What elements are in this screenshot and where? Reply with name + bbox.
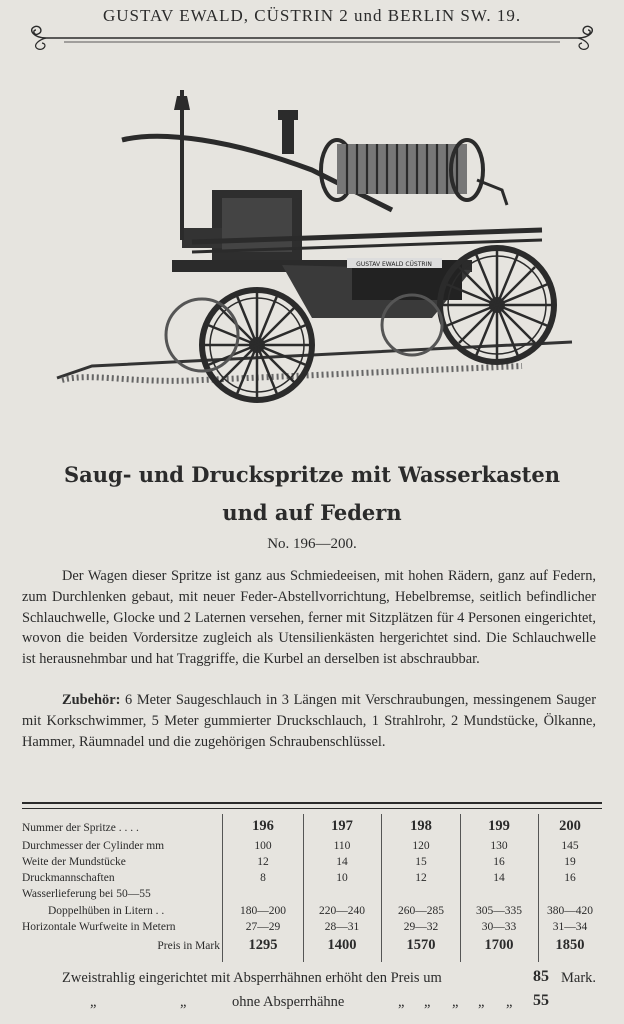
table-cell: 12 [257,856,269,868]
table-cell: 145 [561,840,579,852]
specifications-table [22,810,602,960]
table-cell: 200 [559,818,581,834]
table-cell: 100 [254,840,272,852]
footer-line2-text: ohne Absperrhähne [232,994,345,1010]
table-cell: 8 [260,872,266,884]
table-cell: 29—32 [403,921,439,933]
back-wheel [440,248,554,362]
svg-text:GUSTAV EWALD CÜSTRIN: GUSTAV EWALD CÜSTRIN [356,261,432,268]
ditto-mark: „ [424,994,431,1010]
row-label-double-strokes: Doppelhüben in Litern . . [48,905,165,917]
hose-reel [321,140,507,205]
header-ornament [24,24,600,52]
accessories-text: 6 Meter Saugeschlauch in 3 Längen mit Verschraubungen, messingenem Sauger mit Korkschwimmer, 5 Meter gummierter Druckschlauch, 1 Strahlrohr, 2 Mundstücke, Ölkanne, Hammer, Räumnadel und die zugehörigen Schraubenschlüssel. [22,692,596,750]
table-cell: 120 [412,840,430,852]
description-paragraph: Der Wagen dieser Spritze ist ganz aus Schmiedeeisen, mit hohen Rädern, ganz auf Federn, zum Durchlenken gebaut, mit neuer Feder-Abstellvorrichtung, Hebelbremse, seitlich befindlicher Schlauchwelle, Glocke und 2 Laternen versehen, ferner mit Sitzplätzen für 4 Personen eingerichtet, wovon die beiden Vordersitze zugleich als Utensilienkästen hergerichtet sind. Die Schlauchwelle ist herausnehmbar und hat Traggriffe, die Kurbel an derselben ist abschraubbar. [22,568,596,668]
table-cell: 1400 [327,937,357,953]
engine-plate [347,258,442,268]
footer-amount-55: 55 [533,992,549,1009]
table-cell: 30—33 [481,921,517,933]
table-cell: 180—200 [240,905,286,917]
footer-line1-amount [533,968,549,986]
table-cell: 1570 [406,937,436,953]
table-cell: 198 [410,818,432,834]
table-cell: 110 [333,840,351,852]
model-numbers: No. 196—200. [267,536,357,552]
table-cell: 14 [336,856,348,868]
row-label-price: Preis in Mark [157,940,220,952]
ditto-mark: „ [506,994,513,1010]
table-cell: 27—29 [245,921,281,933]
table-cell: 220—240 [319,905,365,917]
row-label-cylinder: Durchmesser der Cylinder mm [22,840,165,852]
table-top-rule [22,802,602,804]
ditto-mark: „ [398,994,405,1010]
table-cell: 16 [564,872,576,884]
table-cell: 14 [493,872,505,884]
table-cell: 1700 [484,937,514,953]
table-cell: 15 [415,856,427,868]
footer-line1-unit: Mark. [561,970,597,986]
table-cell: 130 [490,840,508,852]
ditto-mark: „ [90,994,97,1010]
row-label-nozzle: Weite der Mundstücke [22,856,126,868]
table-cell: 10 [336,872,348,884]
table-cell: 16 [493,856,505,868]
table-cell: 1850 [555,937,585,953]
table-cell: 196 [252,818,274,834]
front-wheel [202,290,312,400]
ditto-mark: „ [478,994,485,1010]
table-cell: 19 [564,856,576,868]
footer-line1-text: Zweistrahlig eingerichtet mit Absperrhähnen erhöht den Preis um [62,970,442,986]
product-title-line2: und auf Federn [222,500,402,525]
accessories-label: Zubehör: [62,692,121,708]
column-divider [222,814,223,962]
table-cell: 31—34 [552,921,588,933]
ditto-mark: „ [452,994,459,1010]
table-cell: 380—420 [547,905,593,917]
ditto-mark: „ [180,994,187,1010]
fire-engine-engraving [52,80,582,410]
row-label-number: Nummer der Spritze . . . . [22,822,139,834]
table-cell: 305—335 [476,905,522,917]
footer-amount-85: 85 [533,968,549,985]
table-cell: 260—285 [398,905,444,917]
table-cell: 1295 [248,937,278,953]
table-cell: 197 [331,818,353,834]
row-label-water-delivery: Wasserlieferung bei 50—55 [22,888,151,900]
table-cell: 12 [415,872,427,884]
accessories-paragraph [22,690,596,752]
table-cell: 28—31 [324,921,360,933]
row-label-throw-distance: Horizontale Wurfweite in Metern [22,921,176,933]
page-header: GUSTAV EWALD, CÜSTRIN 2 und BERLIN SW. 19. [102,6,522,25]
row-label-crew: Druckmannschaften [22,872,115,884]
footer-line2-amount [533,992,549,1010]
table-cell: 199 [488,818,510,834]
product-title-line1: Saug- und Druckspritze mit Wasserkasten [64,462,560,487]
table-top-rule-thin [22,808,602,809]
